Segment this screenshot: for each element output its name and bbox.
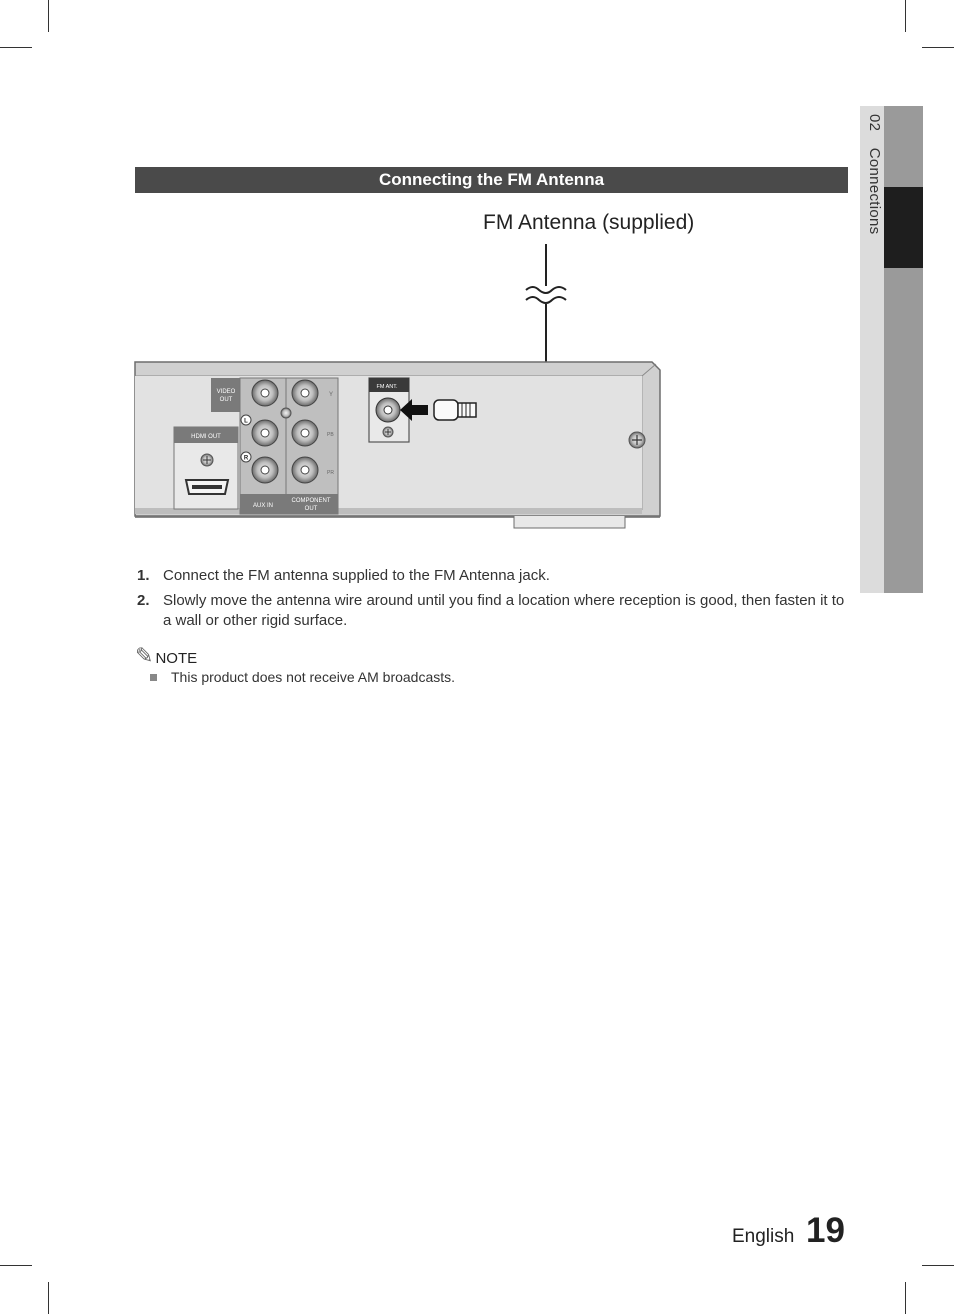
antenna-plug: [434, 400, 476, 420]
component-y-label: Y: [329, 392, 334, 398]
hdmi-out-label: HDMI OUT: [191, 434, 221, 440]
crop-mark: [922, 1265, 954, 1266]
step-item: [135, 591, 848, 633]
step-number: 1.: [137, 567, 150, 584]
crop-mark: [48, 1282, 49, 1314]
component-pr-label: PR: [327, 470, 334, 476]
crop-mark: [0, 1265, 32, 1266]
component-pb-label: PB: [327, 432, 334, 438]
component-out-label: COMPONENT: [291, 498, 331, 504]
note-heading-text: NOTE: [155, 650, 198, 667]
antenna-label: FM Antenna (supplied): [483, 211, 695, 234]
channel-l-label: L: [244, 418, 248, 425]
step-item: [135, 566, 848, 586]
pencil-icon: ✎: [135, 643, 154, 668]
chapter-number: 02: [866, 114, 883, 132]
note-item-text: This product does not receive AM broadcasts.: [171, 669, 456, 685]
fm-ant-label: FM ANT.: [376, 384, 398, 390]
connection-diagram: [0, 0, 954, 560]
footer-language: English: [732, 1226, 795, 1247]
section-title: Connecting the FM Antenna: [135, 167, 848, 193]
channel-r-label: R: [243, 455, 249, 462]
page-number: 19: [806, 1211, 845, 1250]
crop-mark: [905, 1282, 906, 1314]
bullet-square-icon: [150, 674, 157, 681]
step-text: Slowly move the antenna wire around until you find a location where reception is good, then fasten it to a wall or other rigid surface.: [163, 592, 845, 629]
note-heading: [135, 643, 197, 669]
aux-in-label: AUX IN: [252, 503, 274, 509]
step-text: Connect the FM antenna supplied to the FM Antenna jack.: [163, 567, 550, 584]
note-item: [150, 669, 455, 685]
chapter-title: Connections: [866, 147, 883, 235]
step-number: 2.: [137, 592, 150, 609]
video-out-label: VIDEO: [216, 389, 236, 395]
video-out-label: OUT: [219, 397, 233, 403]
component-out-label: OUT: [304, 506, 318, 512]
